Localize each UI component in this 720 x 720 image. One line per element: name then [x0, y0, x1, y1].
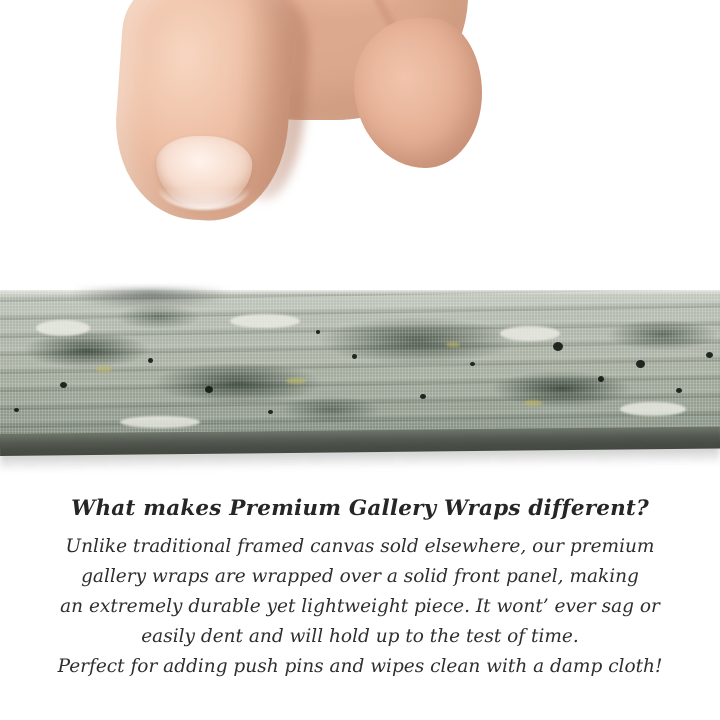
canvas-speck — [60, 382, 67, 388]
canvas-speck — [268, 410, 273, 414]
canvas-speck — [14, 408, 19, 412]
caption-title: What makes Premium Gallery Wraps different? — [71, 496, 649, 521]
canvas-highlight — [120, 416, 200, 428]
canvas-highlight — [500, 326, 560, 341]
caption-line: Perfect for adding push pins and wipes clean with a damp cloth! — [57, 656, 663, 677]
canvas-fleck — [446, 342, 460, 347]
canvas-fleck — [286, 378, 306, 384]
canvas-highlight — [620, 402, 686, 416]
canvas-speck — [205, 386, 213, 393]
caption-line: easily dent and will hold up to the test of time. — [141, 626, 579, 647]
canvas-speck — [316, 330, 320, 334]
canvas-speck — [352, 354, 357, 359]
canvas-speck — [706, 352, 713, 358]
hand-photo-area — [0, 0, 720, 292]
hand-illustration — [118, 0, 478, 292]
finger-contact-shadow — [70, 288, 230, 314]
caption-block — [0, 492, 720, 682]
caption-line: an extremely durable yet lightweight piece. It wont’ ever sag or — [60, 596, 660, 617]
canvas-speck — [636, 360, 645, 368]
canvas-highlight — [36, 320, 90, 336]
canvas-fleck — [96, 366, 112, 372]
caption-line: Unlike traditional framed canvas sold elsewhere, our premium — [65, 536, 655, 557]
canvas-fleck — [524, 400, 542, 406]
canvas-speck — [553, 342, 563, 351]
caption-line: gallery wraps are wrapped over a solid front panel, making — [81, 566, 639, 587]
canvas-speck — [420, 394, 426, 399]
canvas-speck — [470, 362, 475, 366]
canvas-highlight — [230, 314, 300, 328]
canvas-speck — [148, 358, 153, 363]
hand-edge-fade — [118, 108, 478, 148]
canvas-speck — [598, 376, 604, 382]
canvas-speck — [676, 388, 682, 393]
